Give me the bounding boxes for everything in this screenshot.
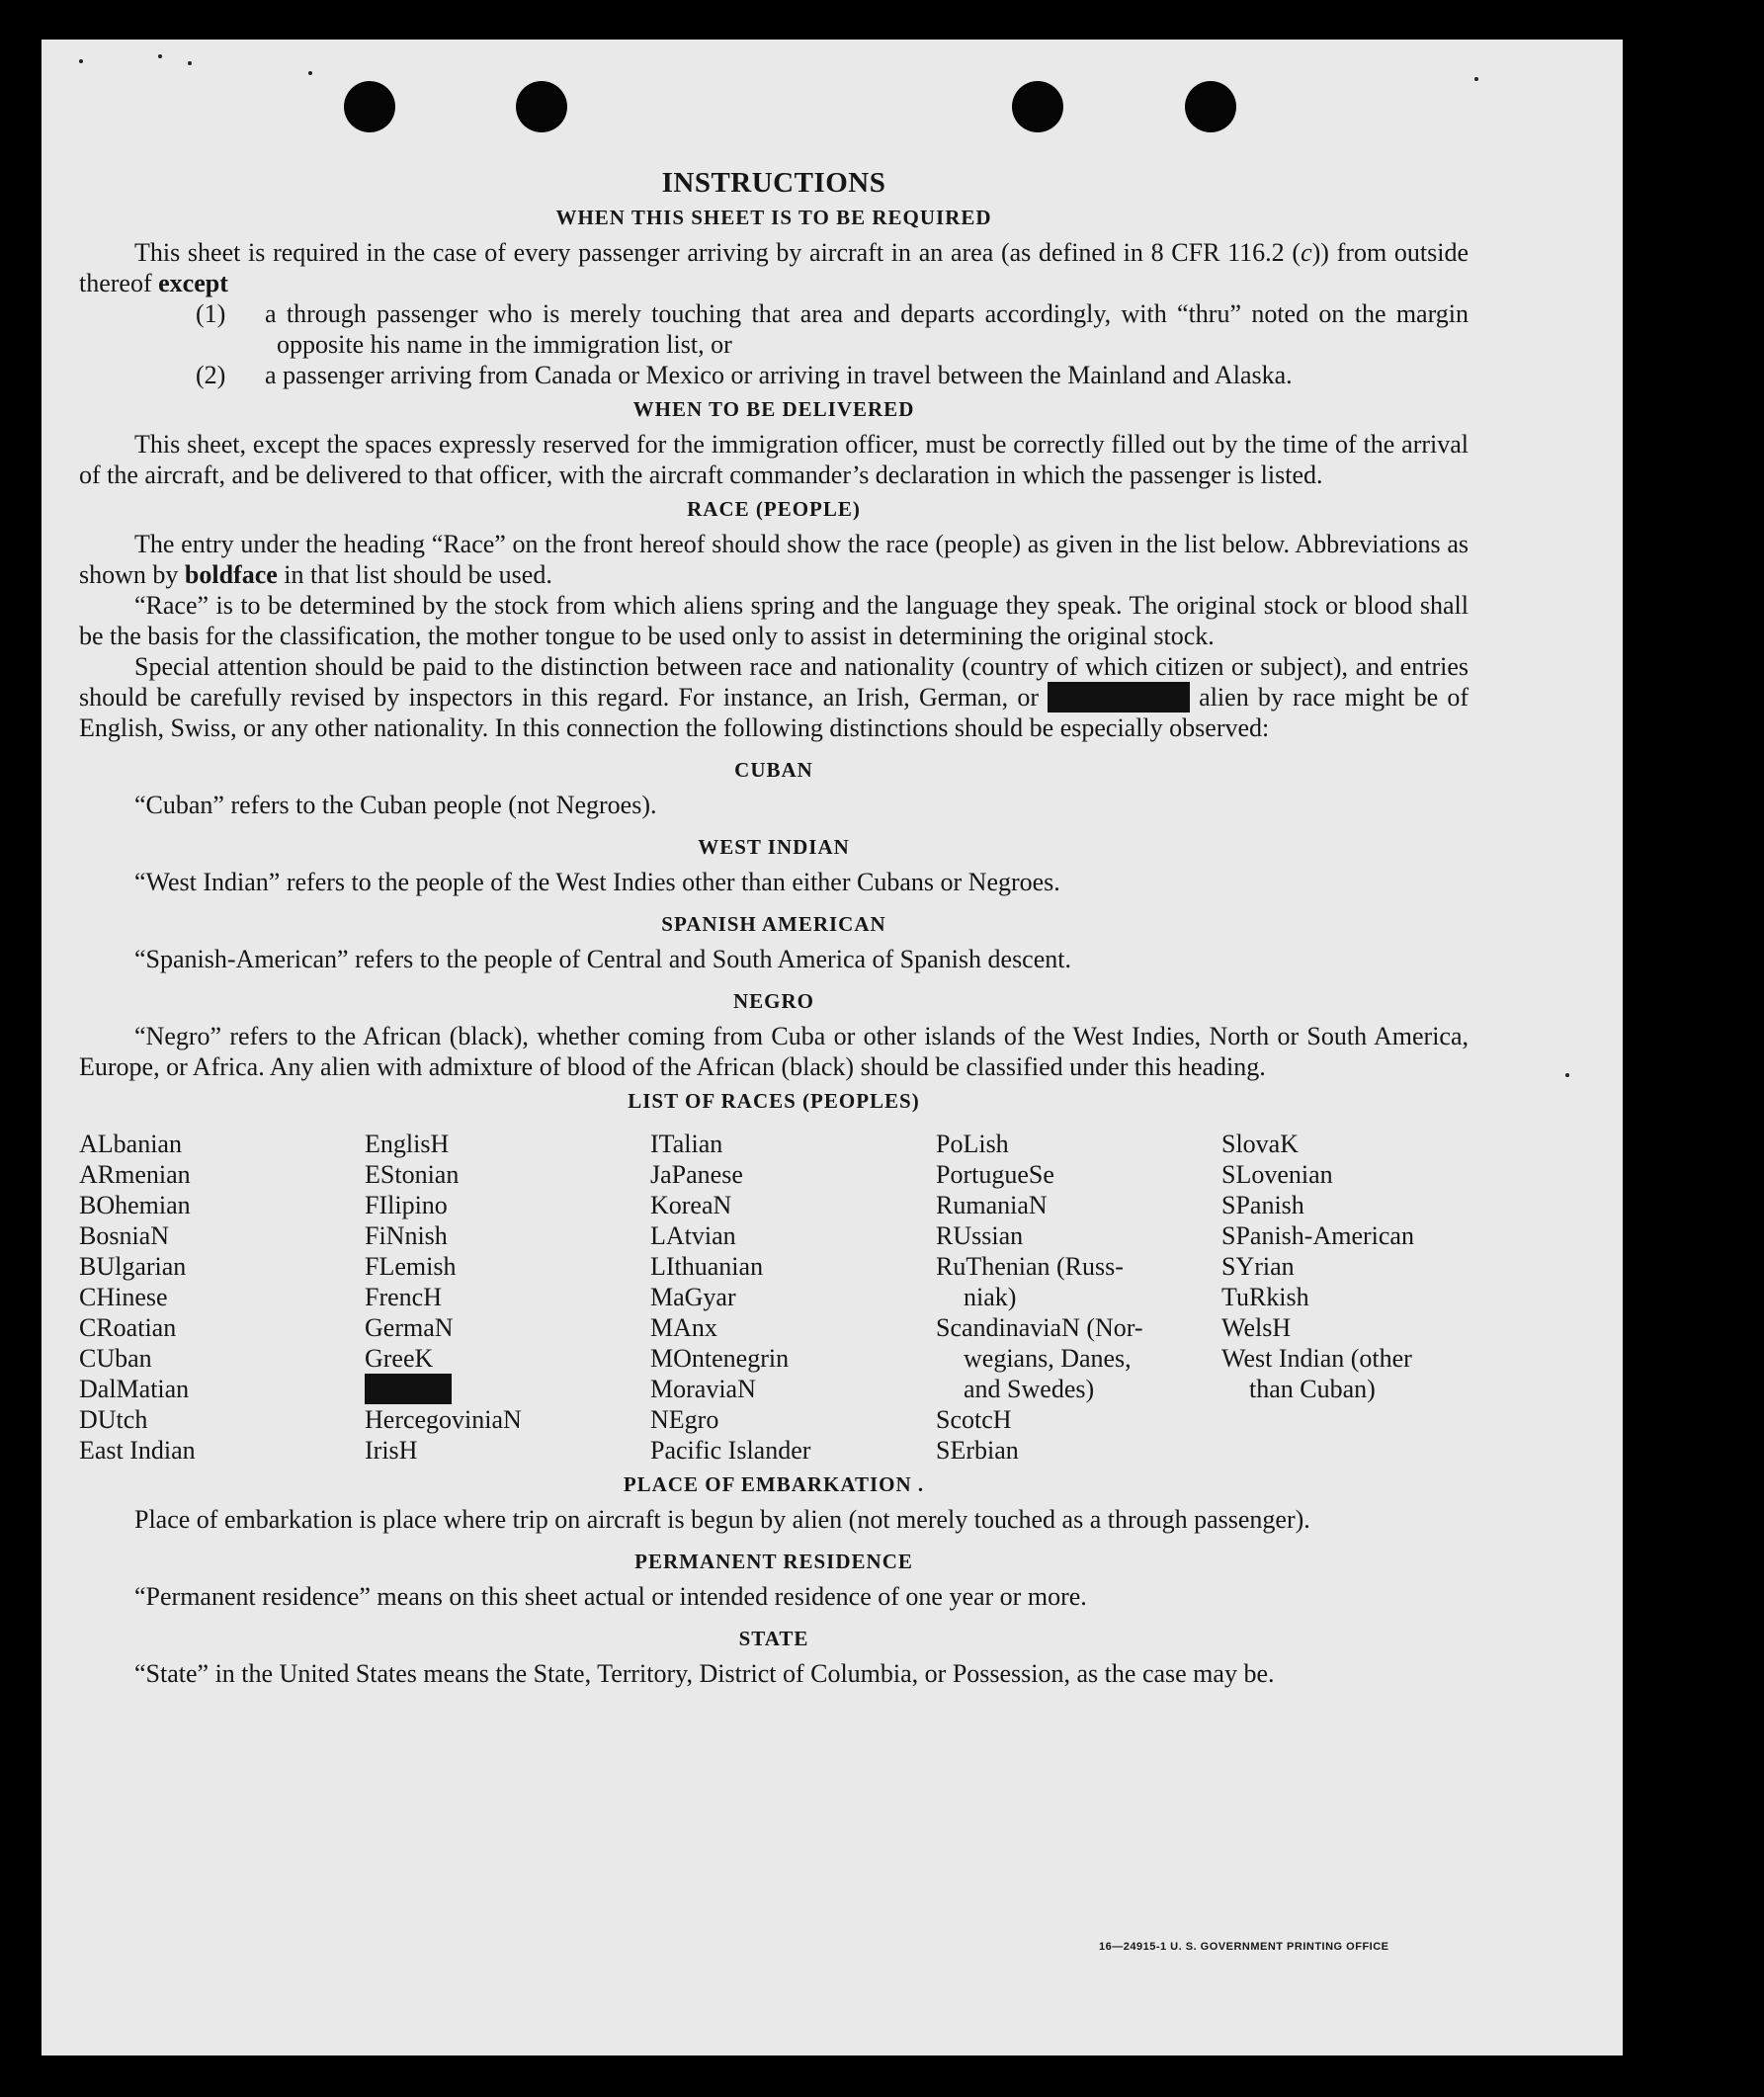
speck <box>1474 77 1478 81</box>
race-entry: RuThenian (Russ- <box>936 1252 1124 1281</box>
race-entry: BUlgarian <box>79 1252 187 1281</box>
section-heading: PLACE OF EMBARKATION . <box>623 1472 925 1496</box>
section-heading: PERMANENT RESIDENCE <box>634 1550 913 1573</box>
race-entry: LAtvian <box>650 1221 736 1250</box>
section-heading: WHEN TO BE DELIVERED <box>632 397 915 421</box>
race-column <box>936 1129 1221 1466</box>
section-heading: WEST INDIAN <box>698 835 850 859</box>
race-column <box>650 1129 936 1466</box>
race-entry: DalMatian <box>79 1375 190 1403</box>
race-entry: SLovenian <box>1221 1160 1333 1189</box>
punch-hole <box>1185 81 1236 132</box>
definition-paragraph: “State” in the United States means the State, Territory, District of Columbia, or Possession, as the case may be. <box>134 1659 1275 1688</box>
exception-item: (1) a through passenger who is merely touching that area and departs accordingly, with “thru” noted on the margin opposite his name in the immigration list, or <box>196 299 1469 359</box>
race-entry: DUtch <box>79 1405 148 1434</box>
race-entry: FLemish <box>365 1252 457 1281</box>
section-heading: RACE (PEOPLE) <box>687 497 861 521</box>
race-entry: IrisH <box>365 1436 418 1465</box>
punch-hole <box>516 81 567 132</box>
race-entry: ScotcH <box>936 1405 1012 1434</box>
race-entry: BosniaN <box>79 1221 169 1250</box>
speck <box>188 61 192 65</box>
race-entry: ALbanian <box>79 1130 182 1158</box>
race-column <box>365 1129 650 1466</box>
race-entry: SErbian <box>936 1436 1019 1465</box>
race-entry: SlovaK <box>1221 1130 1299 1158</box>
race-list <box>79 1129 1469 1466</box>
section-heading: WHEN THIS SHEET IS TO BE REQUIRED <box>555 206 992 229</box>
definition-paragraph: “Negro” refers to the African (black), whether coming from Cuba or other islands of the West Indies, North or South America, Europe, or Africa. Any alien with admixture of blood of the African (black) should be classified under this heading. <box>79 1022 1469 1081</box>
race-entry-continuation: than Cuban) <box>1249 1375 1376 1403</box>
race-entry: West Indian (other <box>1221 1344 1412 1373</box>
race-entry: ITalian <box>650 1130 723 1158</box>
redacted-word <box>1048 682 1190 713</box>
race-entry: RUssian <box>936 1221 1024 1250</box>
race-entry: East Indian <box>79 1436 196 1465</box>
race-entry: GreeK <box>365 1344 434 1373</box>
race-entry: CRoatian <box>79 1313 177 1342</box>
speck <box>308 71 312 75</box>
redacted-word <box>365 1374 452 1404</box>
form-sheet <box>42 40 1623 2055</box>
race-entry: SPanish-American <box>1221 1221 1414 1250</box>
definition-paragraph: “West Indian” refers to the people of the West Indies other than either Cubans or Negroes. <box>134 868 1060 896</box>
race-entry: MOntenegrin <box>650 1344 790 1373</box>
race-entry: BOhemian <box>79 1191 191 1219</box>
race-entry: SYrian <box>1221 1252 1295 1281</box>
race-entry: WelsH <box>1221 1313 1292 1342</box>
race-entry: CUban <box>79 1344 152 1373</box>
page-title: INSTRUCTIONS <box>661 167 886 199</box>
race-entry: MoraviaN <box>650 1375 756 1403</box>
section-heading: CUBAN <box>734 758 813 782</box>
definition-paragraph: “Spanish-American” refers to the people of Central and South America of Spanish descent. <box>134 945 1071 973</box>
section-heading: STATE <box>738 1627 809 1650</box>
race-entry: PoLish <box>936 1130 1009 1158</box>
race-column <box>79 1129 365 1466</box>
race-entry-continuation: niak) <box>964 1283 1017 1311</box>
race-entry: FrencH <box>365 1283 442 1311</box>
section-heading: SPANISH AMERICAN <box>661 912 886 936</box>
printer-code: 16—24915-1 U. S. GOVERNMENT PRINTING OFFICE <box>1099 1941 1389 1953</box>
race-entry <box>365 1374 650 1404</box>
punch-hole <box>344 81 395 132</box>
race-entry: TuRkish <box>1221 1283 1309 1311</box>
race-entry: FIlipino <box>365 1191 448 1219</box>
speck <box>1565 1073 1569 1077</box>
race-entry-continuation: wegians, Danes, <box>964 1344 1132 1373</box>
race-paragraph: “Race” is to be determined by the stock from which aliens spring and the language they speak. The original stock or blood shall be the basis for the classification, the mother tongue to be used only to assist in determining the original stock. <box>79 591 1469 650</box>
race-paragraph: Special attention should be paid to the distinction between race and nationality (country of which citizen or subject), and entries should be carefully revised by inspectors in this regard. For instance, an Irish, German, or alien by race might be of English, Swiss, or any other nationality. In this connection the following distinctions should be especially observed: <box>79 652 1469 742</box>
definition-paragraph: “Permanent residence” means on this sheet actual or intended residence of one year or more. <box>134 1582 1087 1611</box>
race-entry: CHinese <box>79 1283 168 1311</box>
exception-item: (2) a passenger arriving from Canada or Mexico or arriving in travel between the Mainland and Alaska. <box>196 361 1293 389</box>
definition-paragraph: “Cuban” refers to the Cuban people (not Negroes). <box>134 791 657 819</box>
race-entry: FiNnish <box>365 1221 448 1250</box>
race-entry: GermaN <box>365 1313 454 1342</box>
race-column <box>1221 1129 1469 1466</box>
race-entry: EnglisH <box>365 1130 450 1158</box>
race-entry: EStonian <box>365 1160 460 1189</box>
race-entry: LIthuanian <box>650 1252 764 1281</box>
speck <box>79 59 83 63</box>
speck <box>158 54 162 58</box>
race-paragraph: The entry under the heading “Race” on the front hereof should show the race (people) as given in the list below. Abbreviations as shown by boldface in that list should be used. <box>79 530 1469 589</box>
race-entry: MAnx <box>650 1313 717 1342</box>
race-entry: Pacific Islander <box>650 1436 811 1465</box>
requirement-paragraph: This sheet is required in the case of every passenger arriving by aircraft in an area (as defined in 8 CFR 116.2 (c)) from outside thereof except <box>79 238 1469 297</box>
race-entry: PortugueSe <box>936 1160 1054 1189</box>
race-entry: RumaniaN <box>936 1191 1048 1219</box>
delivery-paragraph: This sheet, except the spaces expressly reserved for the immigration officer, must be correctly filled out by the time of the arrival of the aircraft, and be delivered to that officer, with the aircraft commander’s declaration in which the passenger is listed. <box>79 430 1469 489</box>
punch-hole <box>1012 81 1063 132</box>
section-heading: LIST OF RACES (PEOPLES) <box>628 1089 920 1113</box>
race-entry: MaGyar <box>650 1283 736 1311</box>
race-entry: ScandinaviaN (Nor- <box>936 1313 1143 1342</box>
definition-paragraph: Place of embarkation is place where trip on aircraft is begun by alien (not merely touched as a through passenger). <box>134 1505 1310 1534</box>
race-entry: JaPanese <box>650 1160 743 1189</box>
race-entry: SPanish <box>1221 1191 1304 1219</box>
section-heading: NEGRO <box>732 989 814 1013</box>
instructions-body <box>79 168 1469 1689</box>
race-entry: ARmenian <box>79 1160 191 1189</box>
race-entry: KoreaN <box>650 1191 732 1219</box>
race-entry: NEgro <box>650 1405 719 1434</box>
race-entry-continuation: and Swedes) <box>964 1375 1095 1403</box>
race-entry: HercegoviniaN <box>365 1405 522 1434</box>
